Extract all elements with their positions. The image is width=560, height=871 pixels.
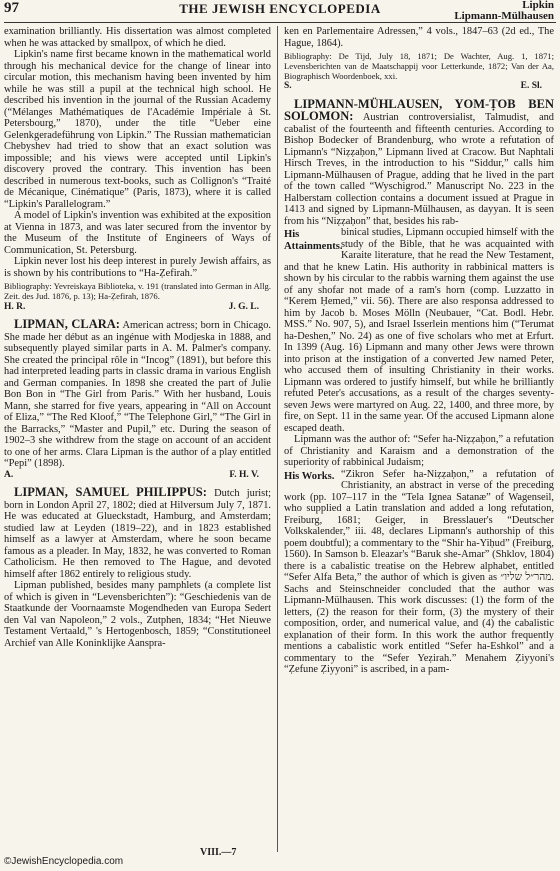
right-column xyxy=(284,26,554,676)
lipmann-works-text-cont: . Sachs and Steinschneider concluded that the author was Lipmann-Mülhausen. This work discusses: (1) the form of the letters, (2) the reason for their form, (3) the mystery of their composition, order, and numerical value, and (4) the cabalistic explanation of their form. In this work the author frequently mentions a cabalistic work entitled “Sefer ha-Eshkol” and a commentary to the “Sefer Yeẓirah.” Menahem Ẓiyyoni's “Ẓefune Ẓiyyoni” is ascribed, in a pam- xyxy=(284,572,555,676)
lipkin-paragraph-1: examination brilliantly. His dissertation was almost completed when he was attacked by smallpox, of which he died. xyxy=(4,26,271,49)
running-head-first: Lipkin xyxy=(522,0,554,11)
signature-author: F. H. V. xyxy=(229,469,259,480)
sidenote-attainments: His Attainments. xyxy=(284,229,343,253)
signature-initials: H. R. xyxy=(4,301,26,312)
running-head-last: Lipmann-Mülhausen xyxy=(454,10,554,22)
lipkin-paragraph-4: Lipkin never lost his deep interest in purely Jewish affairs, as is shown by his contributions to “Ha-Ẓefirah.” xyxy=(4,256,271,279)
sheet-signature: VIII.—7 xyxy=(200,847,237,858)
signature-author: J. G. L. xyxy=(228,301,259,312)
signature-initials: S. xyxy=(284,81,292,92)
running-head xyxy=(454,0,554,22)
lipmann-paragraph-4 xyxy=(284,469,554,676)
left-column xyxy=(4,26,271,649)
signature-author: E. Sl. xyxy=(520,81,542,92)
samuel-signature xyxy=(284,81,554,93)
lipkin-paragraph-2: Lipkin's name first became known in the mathematical world through his mechanical device for the change of linear into circular motion, this mechanism having been invented by him while he was still a pupil at the technical high school. He described his invention in the journal of the Russian Academy (“Mélanges Mathématiques de l'Académie Impériale à St. Petersbourg,” 1870), under the title “Ueber eine Gelenkgeradeführung von Lipkin.” The Russian mathematician Chebyshev had tried to show that an exact solution was impossible; and his views were accepted until Lipkin's discovery proved the contrary. This invention has been described in numerous text-books, such as Collignon's “Traité de Mécanique, Cinématique” (Paris, 1873), where it is called “Lipkin's Parallelogram.” xyxy=(4,49,271,210)
samuel-text: Dutch jurist; born in London April 27, 1802; died at Hilversum July 7, 1871. He was educated at Glueckstadt, Hamburg, and Amsterdam; studied law at Leyden (1819–22), and in 1823 established himself as a lawyer at Amsterdam, where he soon became famous as a pleader. In May, 1832, he was converted to Roman Catholicism. He then removed to The Hague, and devoted himself after 1862 entirely to religious study. xyxy=(4,488,271,580)
samuel-continuation: ken en Parlementaire Adressen,” 4 vols., 1847–63 (2d ed., The Hague, 1864). xyxy=(284,26,554,49)
clara-text: American actress; born in Chicago. She made her début as an ingénue with Modjeska in 1888, and subsequently played similar parts in A. M. Palmer's company. She created the principal rôle in “Incog” (1891), but before this had interpreted leading parts in classic drama in various English and German companies. In 1898 she created the part of Julie Bon Bon in “The Girl from Paris.” With her husband, Louis Mann, she starred for five years, appearing in “All on Account of Eliza,” “The Red Kloof,” “The Telephone Girl,” “The Girl in the Barracks,” “Master and Pupil,” etc. During the season of 1902–3 she withdrew from the stage on account of an accident to one of her arms. Clara Lipman is the author of a play entitled “Pepi” (1898). xyxy=(4,320,271,470)
lipmann-paragraph-1: Austrian controversialist, Talmudist, and cabalist of the fourteenth and fifteenth centuries. According to Bishop Bodecker of Brandenburg, who wrote a refutation of Lipmann's “Niẓẓaḥon,” Lipmann lived at Cracow. But Naphtali Hirsch Treves, in the introduction to his “Siddur,” calls him Lipmann-Mülhausen of Prague, adding that he lived in the part of the town called “Wyschigrod.” Manuscript No. 223 in the Halberstam collection contains a document issued at Prague in 1413 and signed by Lipmann-Mülhausen, as dayyan. It is seen from his “Niẓẓaḥon” that, besides his rab- xyxy=(284,112,554,227)
page-footer xyxy=(0,847,560,870)
clara-signature xyxy=(4,470,271,482)
hebrew-author-name: מהר״ל שליו״ xyxy=(500,572,552,584)
header-rule xyxy=(4,22,556,23)
lipmann-paragraph-3: Lipmann was the author of: “Sefer ha-Niẓẓaḥon,” a refutation of Christianity and Karaism and a demonstration of the superiority of rabbinical Judaism; xyxy=(284,434,554,469)
sidenote-works: His Works. xyxy=(284,470,335,482)
samuel-bibliography: Bibliography: De Tijd, July 18, 1871; De Wachter, Aug. 1, 1871; Levensberichten van de Maatschappij voor Letterkunde, 1872; Van der Aa, Biographisch Woordenboek, xxi. xyxy=(284,51,554,81)
clara-heading: LIPMAN, CLARA: xyxy=(14,317,120,332)
samuel-paragraph-2: Lipman published, besides many pamphlets (a complete list of which is given in “Levensberichten”): “Geschiedenis van de Staatkunde der Voornaamste Mogendheden van Europa Sedert den Val van Napoleon,” 2 vols., Zutphen, 1834; “Het Nieuwe Testament Vertaald,” 's Hertogenbosch, 1859; “Constitutioneel Archief van Alle Koninklijke Aanspra- xyxy=(4,580,271,649)
lipkin-paragraph-3: A model of Lipkin's invention was exhibited at the exposition at Vienna in 1873, and was later secured from the inventor by the Museum of the Institute of Engineers of Ways of Communication, St. Petersburg. xyxy=(4,210,271,256)
samuel-heading: LIPMAN, SAMUEL PHILIPPUS: xyxy=(14,485,207,500)
lipmann-works-text: “Zikron Sefer ha-Niẓẓaḥon,” a refutation of Christianity, an abstract in verse of the preceding work (pp. 107–117 in the “Tela Ignea Satanæ” of Wagenseil, who supplied a Latin translation and added a long refutation, Freiburg, 1681; Geiger, in Bresslauer's “Deutscher Volkskalender,” iii. 48, declares Lipmann's authorship of this poem doubtful); a commentary to the “Shir ha-Yiḥud” (Freiburg, 1560). In Samson b. Eleazar's “Baruk she-Amar” (Shklov, 1804) there is a cabalistic treatise on the Hebrew alphabet, entitled “Sefer Alfa Beta,” the author of which is given as xyxy=(284,468,554,584)
lipkin-signature xyxy=(4,302,271,314)
running-title: THE JEWISH ENCYCLOPEDIA xyxy=(179,1,381,16)
page-number: 97 xyxy=(4,0,19,16)
signature-initials: A. xyxy=(4,469,14,480)
lipmann-heading: LIPMANN-MÜHLAUSEN, YOM-ṬOB BEN SOLOMON: xyxy=(284,96,554,124)
column-divider xyxy=(277,26,278,852)
lipmann-entry xyxy=(284,96,554,228)
page-header xyxy=(0,0,560,22)
clara-entry xyxy=(4,319,271,470)
samuel-entry xyxy=(4,487,271,580)
lipkin-bibliography: Bibliography: Yevreiskaya Biblioteka, v. 191 (translated into German in Allg. Zeit. des Jud. 1876, p. 13); Ha-Ẓefirah, 1876. xyxy=(4,281,271,301)
lipmann-paragraph-2: binical studies, Lipmann occupied himself with the study of the Bible, that he was acquainted with Karaite literature, that he read the New Testament, and that he knew Latin. His authority in rabbinical matters is shown by his circular to the rabbis warning them against the use of any shofar not made of a ram's horn (comp. Luzzatto in “Kerem Ḥemed,” vii. 56). There are also responsa addressed to him by Jacob b. Moses Mölln (Neubauer, “Cat. Bodl. Hebr. MSS.” No. 907, 5), and Israel Isserlein mentions him (“Terumat ha-Deshen,” No. 24) as one of five scholars who met at Erfurt. In 1399 (Aug. 16) Lipmann and many other Jews were thrown into prison at the instigation of a converted Jew named Peter, who accused them of insulting Christianity in their works. Lipmann was ordered to justify himself, but while he brilliantly refuted Peter's accusations, as a result of the charges seventy-seven Jews were martyred on Aug. 22, 1400, and three more, by fire, on Sept. 11 in the same year. Of the accused Lipmann alone escaped death. xyxy=(284,227,554,434)
watermark: ©JewishEncyclopedia.com xyxy=(4,856,124,867)
